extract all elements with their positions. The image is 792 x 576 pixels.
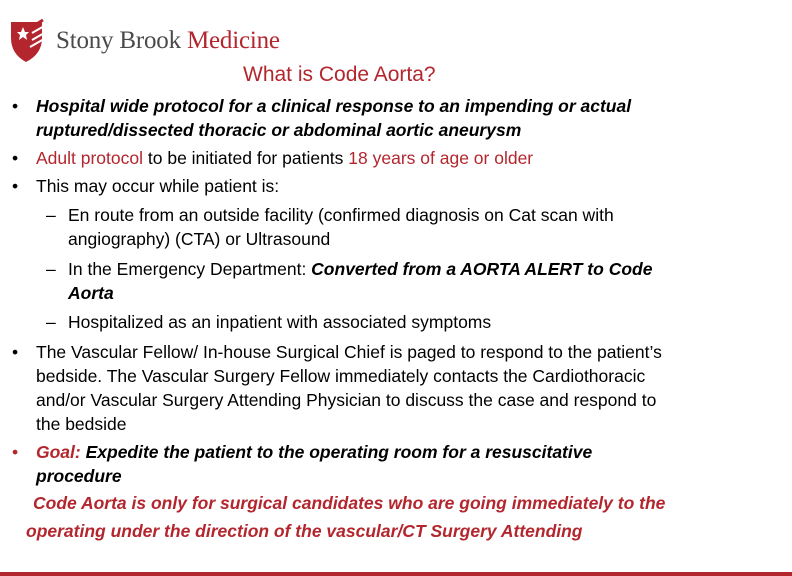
bullet-marker: • — [12, 148, 19, 168]
goal-text: Expedite the patient to the operating room for a resuscitative — [80, 442, 593, 462]
bullet-text-line: Hospital wide protocol for a clinical response to an impending or actual — [36, 96, 632, 116]
dash-marker: – — [46, 205, 56, 225]
sub-bullet-emphasis: Converted from a AORTA ALERT to Code — [311, 259, 653, 279]
bullet-text-line: the bedside — [36, 414, 127, 434]
sub-bullet-text: In the Emergency Department: — [68, 259, 312, 279]
bullet-text-line: This may occur while patient is: — [36, 176, 280, 196]
sub-bullet-line: Aorta — [68, 283, 114, 303]
slide-title: What is Code Aorta? — [243, 63, 436, 86]
dash-marker: – — [46, 312, 56, 332]
sub-bullet-text: Hospitalized as an inpatient with associated symptoms — [68, 312, 492, 332]
star-shield-logo-icon — [8, 18, 48, 64]
bullet-marker: • — [12, 342, 19, 362]
bullet-marker: • — [12, 96, 19, 116]
sub-bullet-text: En route from an outside facility (confirmed diagnosis on Cat scan with — [68, 205, 614, 225]
bullet-text-line — [36, 147, 533, 171]
sub-bullet-line — [46, 258, 652, 282]
bullet-marker: • — [12, 176, 19, 196]
bullet-text-line — [36, 441, 592, 465]
logo-wordmark — [56, 27, 280, 55]
goal-label: Goal: — [36, 442, 81, 462]
bullet-text-line: ruptured/dissected thoracic or abdominal aortic aneurysm — [36, 120, 522, 140]
bullet-text-line: bedside. The Vascular Surgery Fellow immediately contacts the Cardiothoracic — [36, 366, 646, 386]
highlight-text: Adult protocol — [36, 148, 144, 168]
dash-marker: – — [46, 259, 56, 279]
sub-bullet-line: angiography) (CTA) or Ultrasound — [68, 229, 331, 249]
note-line: Code Aorta is only for surgical candidates who are going immediately to the — [33, 493, 666, 513]
sub-bullet-line — [46, 204, 614, 228]
sub-bullet-line — [46, 311, 491, 335]
bullet-text-line: and/or Vascular Surgery Attending Physician to discuss the case and respond to — [36, 390, 657, 410]
highlight-text: 18 years of age or older — [348, 148, 534, 168]
logo-brand-accent: Medicine — [186, 27, 280, 54]
note-line: operating under the direction of the vascular/CT Surgery Attending — [26, 521, 583, 541]
footer-accent-bar — [0, 572, 792, 576]
bullet-marker: • — [12, 442, 19, 462]
plain-text: to be initiated for patients — [143, 148, 349, 168]
logo-brand: Stony Brook — [56, 27, 181, 54]
bullet-text-line: The Vascular Fellow/ In-house Surgical Chief is paged to respond to the patient’s — [36, 342, 662, 362]
stony-brook-medicine-logo — [8, 18, 280, 64]
bullet-text-line: procedure — [36, 466, 122, 486]
